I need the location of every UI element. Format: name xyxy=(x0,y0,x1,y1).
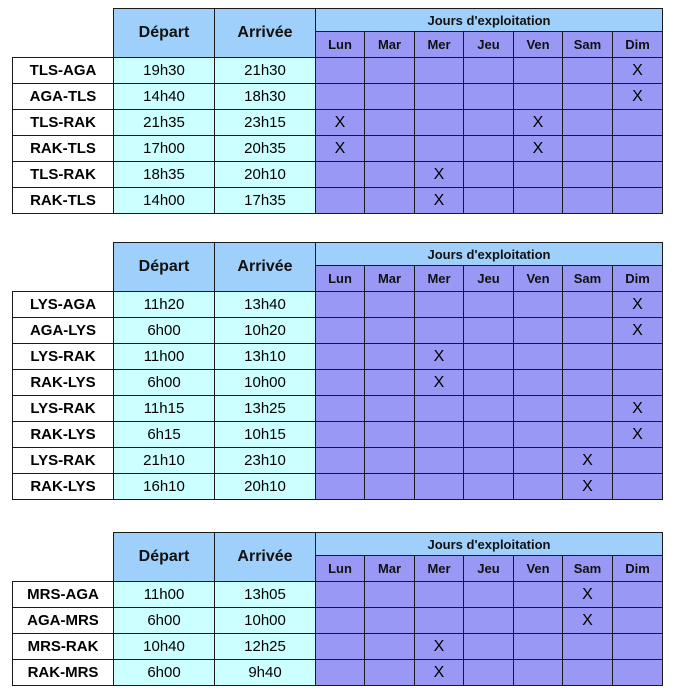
day-header: Dim xyxy=(613,556,663,582)
day-cell xyxy=(365,396,415,422)
depart-header: Départ xyxy=(114,243,215,292)
day-cell xyxy=(464,292,514,318)
day-cell xyxy=(613,608,663,634)
day-cell xyxy=(514,448,563,474)
day-cell xyxy=(365,84,415,110)
day-header: Mar xyxy=(365,32,415,58)
day-cell xyxy=(365,188,415,214)
route-cell: MRS-RAK xyxy=(13,634,114,660)
day-cell xyxy=(316,84,365,110)
day-cell: X xyxy=(514,110,563,136)
day-header: Jeu xyxy=(464,556,514,582)
day-cell: X xyxy=(415,370,464,396)
day-cell xyxy=(563,188,613,214)
day-cell xyxy=(365,318,415,344)
day-cell: X xyxy=(563,474,613,500)
jours-exploitation-header: Jours d'exploitation xyxy=(316,243,663,266)
day-cell xyxy=(415,582,464,608)
blank-corner xyxy=(13,9,114,58)
depart-time-cell: 10h40 xyxy=(114,634,215,660)
day-header: Lun xyxy=(316,266,365,292)
day-cell xyxy=(563,660,613,686)
day-header: Ven xyxy=(514,32,563,58)
day-header: Sam xyxy=(563,266,613,292)
depart-time-cell: 16h10 xyxy=(114,474,215,500)
day-cell xyxy=(563,396,613,422)
arrivee-header: Arrivée xyxy=(215,9,316,58)
arrivee-time-cell: 21h30 xyxy=(215,58,316,84)
depart-time-cell: 17h00 xyxy=(114,136,215,162)
arrivee-time-cell: 13h10 xyxy=(215,344,316,370)
blank-corner xyxy=(13,243,114,292)
day-cell xyxy=(415,608,464,634)
day-cell xyxy=(563,110,613,136)
day-cell xyxy=(514,396,563,422)
day-cell xyxy=(514,608,563,634)
day-cell xyxy=(415,136,464,162)
day-cell xyxy=(464,84,514,110)
day-cell xyxy=(464,58,514,84)
day-cell xyxy=(464,110,514,136)
day-cell xyxy=(365,370,415,396)
day-header: Mar xyxy=(365,266,415,292)
depart-header: Départ xyxy=(114,9,215,58)
day-cell xyxy=(514,162,563,188)
day-cell xyxy=(464,396,514,422)
table-row xyxy=(13,344,663,370)
day-cell xyxy=(514,474,563,500)
arrivee-time-cell: 23h10 xyxy=(215,448,316,474)
day-header: Sam xyxy=(563,32,613,58)
route-cell: RAK-TLS xyxy=(13,188,114,214)
day-cell xyxy=(365,110,415,136)
arrivee-time-cell: 20h10 xyxy=(215,162,316,188)
day-cell xyxy=(415,396,464,422)
day-cell xyxy=(464,422,514,448)
day-cell xyxy=(613,136,663,162)
depart-time-cell: 18h35 xyxy=(114,162,215,188)
arrivee-time-cell: 10h20 xyxy=(215,318,316,344)
day-cell xyxy=(563,292,613,318)
day-cell: X xyxy=(415,344,464,370)
day-cell xyxy=(514,292,563,318)
day-cell xyxy=(365,162,415,188)
day-cell xyxy=(316,370,365,396)
depart-time-cell: 19h30 xyxy=(114,58,215,84)
day-header: Jeu xyxy=(464,266,514,292)
arrivee-time-cell: 20h10 xyxy=(215,474,316,500)
day-cell xyxy=(316,188,365,214)
arrivee-time-cell: 12h25 xyxy=(215,634,316,660)
day-cell xyxy=(415,58,464,84)
day-cell xyxy=(464,318,514,344)
schedule-table-lys xyxy=(12,242,663,500)
table-row xyxy=(13,188,663,214)
arrivee-time-cell: 10h00 xyxy=(215,608,316,634)
day-cell xyxy=(563,162,613,188)
depart-time-cell: 14h40 xyxy=(114,84,215,110)
day-cell xyxy=(365,608,415,634)
day-cell xyxy=(563,634,613,660)
day-cell xyxy=(514,84,563,110)
day-cell xyxy=(464,660,514,686)
day-cell xyxy=(316,162,365,188)
day-cell xyxy=(613,188,663,214)
day-cell: X xyxy=(613,422,663,448)
day-header: Dim xyxy=(613,266,663,292)
arrivee-time-cell: 18h30 xyxy=(215,84,316,110)
day-header: Mar xyxy=(365,556,415,582)
day-cell xyxy=(514,188,563,214)
table-row xyxy=(13,582,663,608)
day-cell xyxy=(365,474,415,500)
day-cell xyxy=(415,110,464,136)
table-row xyxy=(13,84,663,110)
day-cell xyxy=(365,136,415,162)
day-cell xyxy=(563,370,613,396)
table-row xyxy=(13,110,663,136)
day-cell xyxy=(464,474,514,500)
day-cell xyxy=(514,634,563,660)
day-header: Mer xyxy=(415,32,464,58)
day-cell xyxy=(514,344,563,370)
day-cell xyxy=(316,582,365,608)
day-cell: X xyxy=(563,582,613,608)
day-cell: X xyxy=(514,136,563,162)
day-cell xyxy=(316,474,365,500)
day-cell: X xyxy=(415,188,464,214)
jours-exploitation-header: Jours d'exploitation xyxy=(316,9,663,32)
day-cell xyxy=(415,422,464,448)
day-cell xyxy=(316,318,365,344)
day-cell xyxy=(514,422,563,448)
day-cell xyxy=(365,634,415,660)
arrivee-time-cell: 17h35 xyxy=(215,188,316,214)
day-cell: X xyxy=(563,448,613,474)
route-cell: RAK-LYS xyxy=(13,370,114,396)
schedule-table-mrs xyxy=(12,532,663,686)
day-cell xyxy=(464,162,514,188)
day-cell xyxy=(365,448,415,474)
day-cell xyxy=(464,582,514,608)
day-cell xyxy=(316,660,365,686)
day-cell xyxy=(613,344,663,370)
depart-time-cell: 6h00 xyxy=(114,608,215,634)
route-cell: RAK-LYS xyxy=(13,474,114,500)
day-cell xyxy=(316,448,365,474)
day-cell xyxy=(316,292,365,318)
day-cell xyxy=(464,136,514,162)
arrivee-time-cell: 20h35 xyxy=(215,136,316,162)
day-cell xyxy=(613,110,663,136)
day-cell xyxy=(365,344,415,370)
day-cell xyxy=(514,58,563,84)
day-header: Lun xyxy=(316,32,365,58)
depart-time-cell: 11h20 xyxy=(114,292,215,318)
day-cell: X xyxy=(613,292,663,318)
day-cell: X xyxy=(316,110,365,136)
day-cell xyxy=(613,660,663,686)
day-cell xyxy=(514,582,563,608)
route-cell: LYS-AGA xyxy=(13,292,114,318)
day-cell: X xyxy=(316,136,365,162)
day-header: Lun xyxy=(316,556,365,582)
table-row xyxy=(13,474,663,500)
day-cell xyxy=(563,422,613,448)
day-cell: X xyxy=(613,58,663,84)
day-cell xyxy=(613,582,663,608)
arrivee-time-cell: 13h40 xyxy=(215,292,316,318)
day-cell xyxy=(464,188,514,214)
day-header: Jeu xyxy=(464,32,514,58)
day-cell xyxy=(415,84,464,110)
day-cell xyxy=(316,634,365,660)
day-cell xyxy=(316,396,365,422)
day-cell xyxy=(563,318,613,344)
schedule-table-tls xyxy=(12,8,663,214)
day-cell xyxy=(563,58,613,84)
day-cell xyxy=(464,634,514,660)
day-cell: X xyxy=(613,84,663,110)
depart-time-cell: 6h00 xyxy=(114,660,215,686)
day-cell xyxy=(415,318,464,344)
day-header: Mer xyxy=(415,556,464,582)
depart-time-cell: 11h00 xyxy=(114,344,215,370)
day-cell xyxy=(316,58,365,84)
table-row xyxy=(13,634,663,660)
route-cell: LYS-RAK xyxy=(13,396,114,422)
depart-time-cell: 6h00 xyxy=(114,370,215,396)
day-cell xyxy=(415,292,464,318)
depart-time-cell: 11h00 xyxy=(114,582,215,608)
day-header: Ven xyxy=(514,266,563,292)
day-cell xyxy=(464,344,514,370)
arrivee-header: Arrivée xyxy=(215,533,316,582)
day-cell xyxy=(316,608,365,634)
day-header: Mer xyxy=(415,266,464,292)
day-cell: X xyxy=(415,634,464,660)
day-cell: X xyxy=(613,396,663,422)
day-cell xyxy=(514,660,563,686)
table-row xyxy=(13,136,663,162)
day-cell xyxy=(464,370,514,396)
day-cell xyxy=(365,660,415,686)
day-cell xyxy=(415,474,464,500)
depart-time-cell: 21h35 xyxy=(114,110,215,136)
depart-time-cell: 14h00 xyxy=(114,188,215,214)
arrivee-time-cell: 10h00 xyxy=(215,370,316,396)
day-cell: X xyxy=(563,608,613,634)
day-header: Sam xyxy=(563,556,613,582)
day-cell xyxy=(563,84,613,110)
table-row xyxy=(13,608,663,634)
day-cell xyxy=(613,370,663,396)
table-row xyxy=(13,318,663,344)
route-cell: AGA-TLS xyxy=(13,84,114,110)
table-row xyxy=(13,422,663,448)
depart-time-cell: 11h15 xyxy=(114,396,215,422)
table-row xyxy=(13,292,663,318)
day-cell xyxy=(464,448,514,474)
day-cell xyxy=(514,370,563,396)
route-cell: AGA-LYS xyxy=(13,318,114,344)
arrivee-time-cell: 9h40 xyxy=(215,660,316,686)
route-cell: LYS-RAK xyxy=(13,448,114,474)
day-cell: X xyxy=(613,318,663,344)
table-row xyxy=(13,58,663,84)
depart-time-cell: 21h10 xyxy=(114,448,215,474)
depart-time-cell: 6h15 xyxy=(114,422,215,448)
blank-corner xyxy=(13,533,114,582)
day-cell xyxy=(514,318,563,344)
arrivee-time-cell: 23h15 xyxy=(215,110,316,136)
table-row xyxy=(13,162,663,188)
route-cell: RAK-TLS xyxy=(13,136,114,162)
route-cell: LYS-RAK xyxy=(13,344,114,370)
day-cell xyxy=(613,448,663,474)
table-row xyxy=(13,370,663,396)
day-cell xyxy=(464,608,514,634)
route-cell: TLS-AGA xyxy=(13,58,114,84)
route-cell: TLS-RAK xyxy=(13,110,114,136)
jours-exploitation-header: Jours d'exploitation xyxy=(316,533,663,556)
arrivee-header: Arrivée xyxy=(215,243,316,292)
day-header: Dim xyxy=(613,32,663,58)
route-cell: TLS-RAK xyxy=(13,162,114,188)
day-cell xyxy=(613,474,663,500)
day-cell xyxy=(563,344,613,370)
day-cell xyxy=(563,136,613,162)
day-cell xyxy=(613,162,663,188)
route-cell: MRS-AGA xyxy=(13,582,114,608)
day-cell xyxy=(316,422,365,448)
arrivee-time-cell: 10h15 xyxy=(215,422,316,448)
table-row xyxy=(13,396,663,422)
day-cell xyxy=(365,58,415,84)
day-cell xyxy=(613,634,663,660)
day-cell xyxy=(316,344,365,370)
route-cell: RAK-MRS xyxy=(13,660,114,686)
arrivee-time-cell: 13h05 xyxy=(215,582,316,608)
arrivee-time-cell: 13h25 xyxy=(215,396,316,422)
day-cell xyxy=(365,422,415,448)
route-cell: AGA-MRS xyxy=(13,608,114,634)
day-cell: X xyxy=(415,162,464,188)
depart-header: Départ xyxy=(114,533,215,582)
day-cell xyxy=(415,448,464,474)
day-cell xyxy=(365,582,415,608)
depart-time-cell: 6h00 xyxy=(114,318,215,344)
day-header: Ven xyxy=(514,556,563,582)
table-row xyxy=(13,660,663,686)
route-cell: RAK-LYS xyxy=(13,422,114,448)
day-cell xyxy=(365,292,415,318)
table-row xyxy=(13,448,663,474)
day-cell: X xyxy=(415,660,464,686)
